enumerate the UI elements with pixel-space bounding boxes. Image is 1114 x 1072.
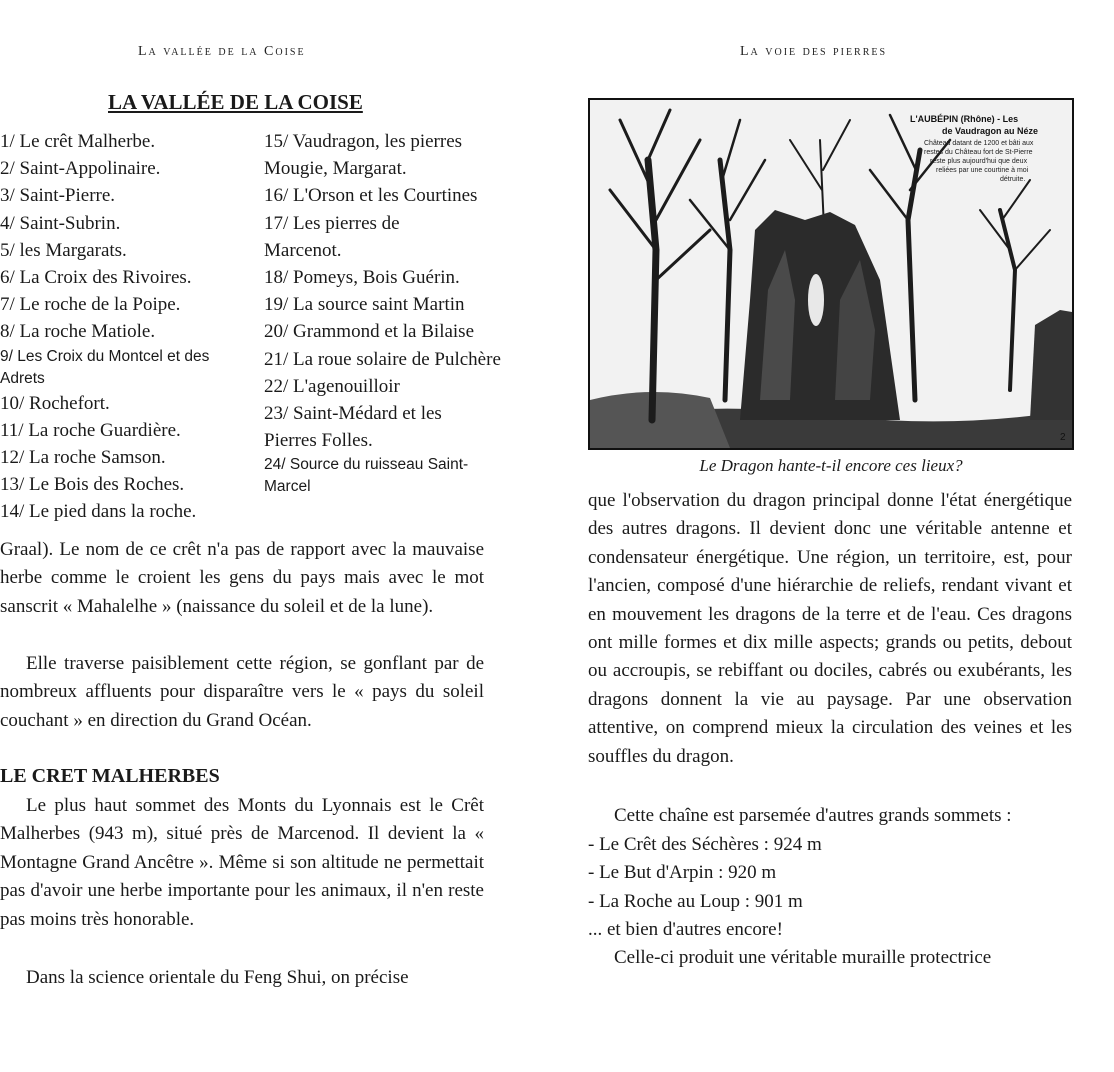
list-item: 5/ les Margarats. <box>0 239 127 261</box>
photo-label-line-1: L'AUBÉPIN (Rhône) - Les <box>910 114 1019 124</box>
list-item: 1/ Le crêt Malherbe. <box>0 131 156 152</box>
paragraph: Cette chaîne est parsemée d'autres grands sommets : <box>614 805 1012 826</box>
subheading: LE CRET MALHERBES <box>0 765 220 787</box>
list-item: - Le But d'Arpin : 920 m <box>588 862 777 884</box>
list-item: 3/ Saint-Pierre. <box>0 185 116 207</box>
list-item: 8/ La roche Matiole. <box>0 321 156 343</box>
list-item: 14/ Le pied dans la roche. <box>0 501 197 523</box>
list-item: 16/ L'Orson et les Courtines <box>264 185 478 207</box>
place-list-right <box>264 128 544 498</box>
paragraph: Celle-ci produit une véritable muraille protectrice <box>614 947 992 968</box>
list-item: 9/ Les Croix du Montcel et des Adrets <box>0 347 210 387</box>
paragraph: que l'observation du dragon principal donne l'état énergétique des autres dragons. Il devient donc une véritable antenne et condensateur énergétique. Une région, un territoire, est, pour l'ancien, composé d'une hiérarchie de reliefs, rendant vivant et en mouvement les dragons de la terre et de l'eau. Ces dragons ont mille formes et dix mille aspects; grands ou petits, debout ou accroupis, se rebiffant ou dociles, cabrés ou exubérants, les dragons donnent la vie au paysage. Par une observation attentive, on comprend mieux la circulation des veines et les souffles du dragon. <box>588 490 1072 767</box>
photo-caption: Le Dragon hante-t-il encore ces lieux? <box>699 456 963 475</box>
paragraph: ... et bien d'autres encore! <box>588 919 783 940</box>
photo-label-line-6: reliées par une courtine à moi <box>936 167 1029 174</box>
place-list-left <box>0 128 255 526</box>
list-item: 4/ Saint-Subrin. <box>0 212 121 234</box>
running-head-left: La vallée de la Coise <box>138 44 306 59</box>
list-item: 12/ La roche Samson. <box>0 447 166 469</box>
list-item: - La Roche au Loup : 901 m <box>588 890 803 912</box>
list-item: 15/ Vaudragon, les pierres Mougie, Margarat. <box>264 131 463 180</box>
photo-label-line-4: restes du Château fort de St-Pierre <box>924 149 1033 156</box>
list-item: 11/ La roche Guardière. <box>0 419 181 441</box>
list-item: 21/ La roue solaire de Pulchère <box>264 348 501 370</box>
list-item: 24/ Source du ruisseau Saint-Marcel <box>264 456 469 496</box>
list-item: 17/ Les pierres de Marcenot. <box>264 212 400 261</box>
list-item: 18/ Pomeys, Bois Guérin. <box>264 267 460 289</box>
list-item: 10/ Rochefort. <box>0 392 110 414</box>
photo-label-line-5: reste plus aujourd'hui que deux <box>930 158 1028 165</box>
paragraph: Elle traverse paisiblement cette région, se gonflant par de nombreux affluents pour disparaître vers le « pays du soleil couchant » en direction du Grand Océan. <box>0 653 484 731</box>
list-item: 19/ La source saint Martin <box>264 294 465 316</box>
list-item: 23/ Saint-Médard et les Pierres Folles. <box>264 403 442 452</box>
list-item: 13/ Le Bois des Roches. <box>0 474 185 496</box>
list-item: 20/ Grammond et la Bilaise <box>264 321 475 343</box>
paragraph: Dans la science orientale du Feng Shui, on précise <box>26 967 409 988</box>
running-head-right: La voie des pierres <box>740 44 888 59</box>
photo-label-line-2: de Vaudragon au Néze <box>942 126 1039 136</box>
paragraph: Graal). Le nom de ce crêt n'a pas de rapport avec la mauvaise herbe comme le croient les gens du pays mais avec le mot sanscrit « Mahalelhe » (naissance du soleil et de la lune). <box>0 539 484 617</box>
list-item: 6/ La Croix des Rivoires. <box>0 267 192 289</box>
list-item: 2/ Saint-Appolinaire. <box>0 158 161 180</box>
ruin-photo <box>588 98 1074 450</box>
paragraph: Le plus haut sommet des Monts du Lyonnais est le Crêt Malherbes (943 m), situé près de Marcenod. Il devient la « Montagne Grand Ancêtre ». Même si son altitude ne permettait pas d'avoir une herbe importante pour les animaux, il n'en reste pas moins très honorable. <box>0 795 484 930</box>
section-title: LA VALLÉE DE LA COISE <box>108 90 363 114</box>
photo-label-line-3: Château datant de 1200 et bâti aux <box>924 140 1034 147</box>
photo-label-line-7: détruite. <box>1000 176 1026 183</box>
ruin-photo-illustration <box>590 100 1072 448</box>
list-item: - Le Crêt des Séchères : 924 m <box>588 834 822 855</box>
list-item: 22/ L'agenouilloir <box>264 375 400 397</box>
list-item: 7/ Le roche de la Poipe. <box>0 294 181 316</box>
photo-corner-number: 2 <box>1060 432 1066 443</box>
summit-list <box>588 831 822 916</box>
